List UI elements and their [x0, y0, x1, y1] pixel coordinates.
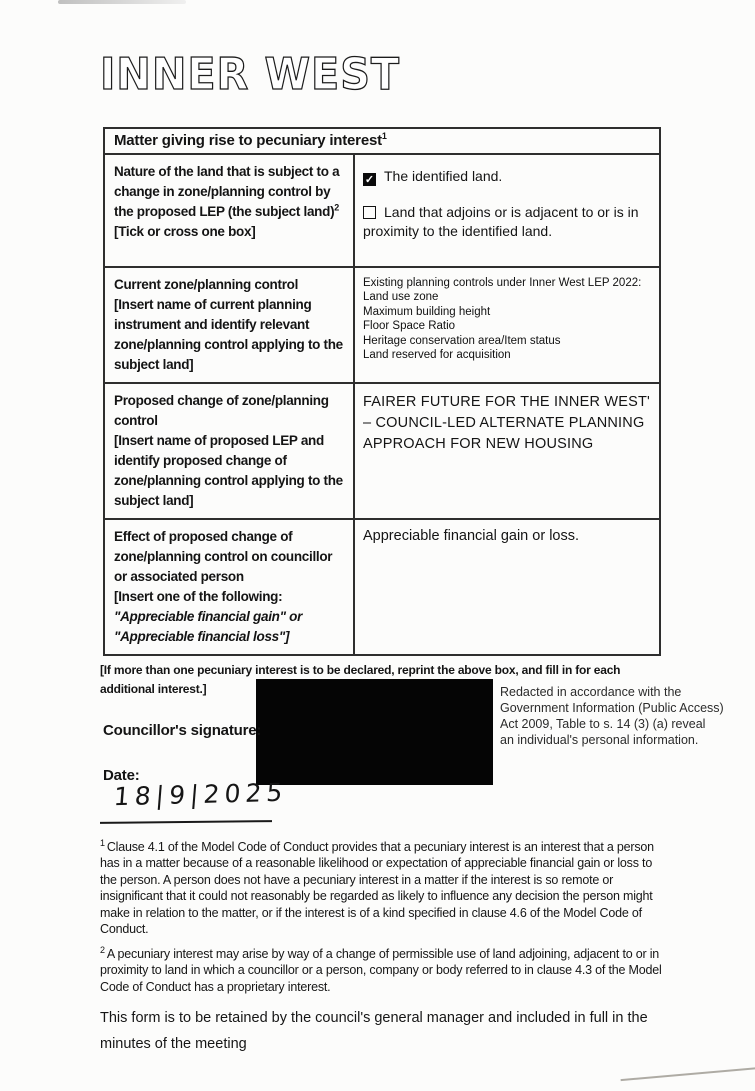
table-row-current-zone	[105, 268, 659, 384]
table-row-proposed-change	[105, 384, 659, 520]
current-zone-value-line: Land use zone	[363, 291, 439, 304]
current-zone-label: Current zone/planning control	[114, 276, 299, 292]
nature-of-land-label	[114, 162, 344, 222]
effect-insert-note: [Insert one of the following:	[114, 588, 283, 604]
table-row-nature-of-land	[105, 155, 659, 268]
pecuniary-interest-table	[103, 127, 661, 656]
proposed-change-label-cell	[105, 384, 355, 518]
table-row-effect-of-change	[105, 520, 659, 654]
date-label: Date:	[103, 766, 140, 784]
footnote-2-text: A pecuniary interest may arise by way of a change of permissible use of land adjoining, adjacent to or in proximity to land in which a councillor or a person, company or body referred to in clause 4.3 of the Model Code of Conduct has a proprietary interest.	[100, 946, 662, 994]
footnote-1	[100, 839, 666, 938]
effect-value: Appreciable financial gain or loss.	[363, 527, 580, 544]
current-zone-label-cell	[105, 268, 355, 382]
inner-west-logo	[100, 48, 755, 100]
tick-or-cross-note: [Tick or cross one box]	[114, 224, 256, 239]
redaction-explanation-line: Government Information (Public Access)	[500, 700, 724, 715]
proposed-change-value: FAIRER FUTURE FOR THE INNER WEST' – COUNCIL-LED ALTERNATE PLANNING APPROACH FOR NEW HOUSING	[363, 393, 651, 452]
proposed-change-insert-note: [Insert name of proposed LEP and identify proposed change of zone/planning control applying to the subject land]	[114, 432, 343, 508]
scan-smudge-artifact	[58, 0, 186, 4]
redaction-explanation-line: Act 2009, Table to s. 14 (3) (a) reveal	[500, 716, 706, 731]
footnote-2	[100, 946, 666, 996]
table-title	[105, 129, 659, 155]
handwritten-date: 18|9|2025	[112, 777, 289, 812]
redaction-explanation-line: an individual's personal information.	[500, 732, 699, 747]
option-identified-land-label: The identified land.	[384, 168, 503, 184]
effect-gain-option: "Appreciable financial gain" or	[114, 608, 303, 624]
inner-west-logo-text: INNER WEST	[100, 49, 400, 100]
footnote-2-marker: 2	[100, 944, 105, 955]
redaction-explanation-line: Redacted in accordance with the	[500, 684, 682, 699]
option-adjoining-land-label: Land that adjoins or is adjacent to or is in proximity to the identified land.	[363, 203, 639, 240]
current-zone-value-line: Land reserved for acquisition	[363, 349, 511, 362]
footnote-1-text: Clause 4.1 of the Model Code of Conduct provides that a pecuniary interest is an interest that a person has in a matter because of a reasonable likelihood or expectation of appreciable financial gain or loss to the person. A person does not have a pecuniary interest in a matter if the interest is so remote or insignificant that it could not reasonably be regarded as likely to influence any decision the person might make in relation to the matter, or if the interest is of a kind specified in clause 4.6 of the Model Code of Conduct.	[100, 839, 654, 937]
current-zone-value-line: Floor Space Ratio	[363, 320, 456, 333]
effect-value-cell	[355, 520, 659, 654]
scan-corner-artifact	[621, 1067, 755, 1091]
checkbox-checked-icon[interactable]	[363, 173, 376, 186]
nature-of-land-value-cell	[355, 155, 659, 266]
footnote-1-marker: 1	[100, 837, 105, 848]
option-adjoining-land[interactable]	[363, 203, 651, 242]
table-title-text: Matter giving rise to pecuniary interest	[114, 132, 382, 149]
proposed-change-label: Proposed change of zone/planning control	[114, 392, 329, 428]
current-zone-value-line: Maximum building height	[363, 305, 491, 318]
nature-of-land-label-cell	[105, 155, 355, 266]
retention-statement: This form is to be retained by the council's general manager and included in full in the minutes of the meeting	[100, 1010, 648, 1053]
checkbox-unchecked-icon[interactable]	[363, 206, 376, 219]
current-zone-value-cell	[355, 268, 659, 382]
reprint-instruction-note: [If more than one pecuniary interest is to be declared, reprint the above box, and fill in for each additional interest.]	[100, 662, 621, 696]
proposed-change-value-cell	[355, 384, 659, 518]
current-zone-value-line: Existing planning controls under Inner West LEP 2022:	[363, 276, 642, 289]
current-zone-value-line: Heritage conservation area/Item status	[363, 334, 561, 347]
table-title-footnote-ref: 1	[381, 131, 387, 141]
handwritten-underline	[100, 820, 272, 824]
check-icon: ✓	[364, 174, 375, 186]
effect-loss-option: "Appreciable financial loss"]	[114, 628, 290, 644]
redaction-explanation	[500, 684, 748, 748]
signature-redaction-box	[256, 679, 493, 785]
councillor-signature-label: Councillor's signature:	[103, 721, 262, 739]
option-identified-land[interactable]	[363, 167, 651, 187]
nature-of-land-label-text: Nature of the land that is subject to a change in zone/planning control by the proposed LEP (the subject land)	[114, 164, 340, 219]
effect-label: Effect of proposed change of zone/planning control on councillor or associated person	[114, 528, 333, 584]
signature-section	[100, 677, 755, 835]
nature-of-land-footnote-ref: 2	[334, 202, 339, 213]
effect-label-cell	[105, 520, 355, 654]
current-zone-insert-note: [Insert name of current planning instrument and identify relevant zone/planning control applying to the subject land]	[114, 296, 343, 372]
